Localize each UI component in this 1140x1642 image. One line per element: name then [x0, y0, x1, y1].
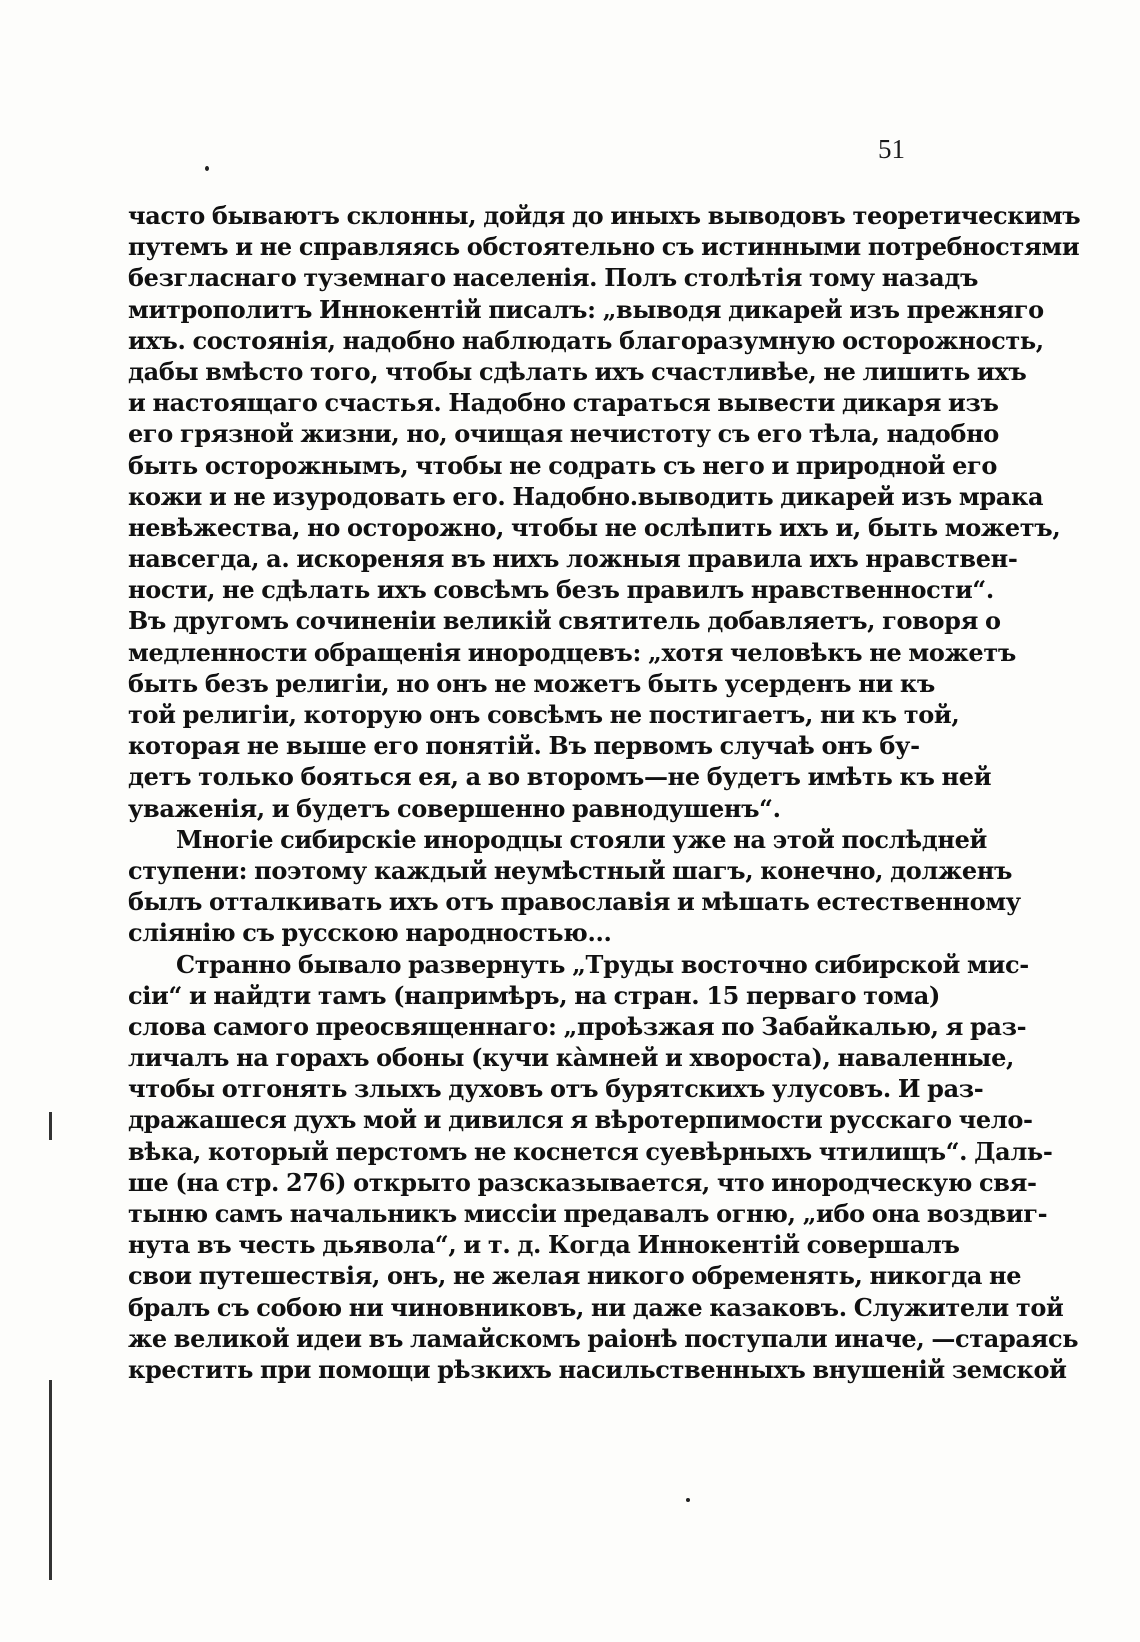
text-line: уваженія, и будетъ совершенно равнодушенъ“.: [128, 793, 781, 823]
text-line: которая не выше его понятій. Въ первомъ случаѣ онъ бу-: [128, 731, 920, 761]
text-line: ступени: поэтому каждый неумѣстный шагъ, конечно, долженъ: [128, 855, 1013, 885]
text-line: ше (на стр. 276) открыто разсказывается, что инородческую свя-: [128, 1167, 1037, 1197]
text-line: митрополитъ Иннокентій писалъ: „выводя дикарей изъ прежняго: [128, 294, 1044, 324]
text-line: безгласнаго туземнаго населенія. Полъ столѣтія тому назадъ: [128, 263, 979, 293]
text-line: слова самого преосвященнаго: „проѣзжая по Забайкалью, я раз-: [128, 1011, 1027, 1041]
ink-speck: [686, 1498, 690, 1502]
text-line: же великой идеи въ ламайскомъ раіонѣ поступали иначе, —стараясь: [128, 1323, 1079, 1353]
text-line: быть безъ религіи, но онъ не можетъ быть усерденъ ни къ: [128, 668, 935, 698]
text-line: сліянію съ русскою народностью...: [128, 918, 612, 948]
text-line: бралъ съ собою ни чиновниковъ, ни даже казаковъ. Служители той: [128, 1292, 1064, 1322]
body-text: [128, 200, 1081, 1385]
text-line: дражашеся духъ мой и дивился я вѣротерпимости русскаго чело-: [128, 1105, 1033, 1135]
ink-speck: [205, 166, 209, 171]
scan-edge-mark: [49, 1380, 52, 1580]
text-line: ности, не сдѣлать ихъ совсѣмъ безъ правилъ нравственности“.: [128, 575, 994, 605]
text-line: свои путешествія, онъ, не желая никого обременять, никогда не: [128, 1261, 1022, 1291]
text-line: Странно бывало развернуть „Труды восточно сибирской мис-: [176, 949, 1029, 979]
scan-edge-mark: [49, 1112, 52, 1140]
text-line: Многіе сибирскіе инородцы стояли уже на этой послѣдней: [176, 824, 987, 854]
page-number: 51: [878, 134, 905, 164]
text-line: невѣжества, но осторожно, чтобы не ослѣпить ихъ и, быть можетъ,: [128, 512, 1061, 542]
text-line: сіи“ и найдти тамъ (напримѣръ, на стран. 15 перваго тома): [128, 980, 940, 1010]
text-line: личалъ на горахъ обоны (кучи кàмней и хвороста), наваленные,: [128, 1043, 1015, 1073]
text-line: тыню самъ начальникъ миссіи предавалъ огню, „ибо она воздвиг-: [128, 1199, 1048, 1228]
text-line: вѣка, который перстомъ не коснется суевѣрныхъ чтилищъ“. Даль-: [128, 1136, 1053, 1166]
text-line: быть осторожнымъ, чтобы не содрать съ него и природной его: [128, 450, 998, 480]
text-line: Въ другомъ сочиненіи великій святитель добавляетъ, говоря о: [128, 606, 1001, 636]
text-line: кожи и не изуродовать его. Надобно.выводить дикарей изъ мрака: [128, 481, 1044, 511]
text-line: детъ только бояться ея, а во второмъ—не будетъ имѣть къ ней: [128, 762, 992, 792]
text-line: той религіи, которую онъ совсѣмъ не постигаетъ, ни къ той,: [128, 700, 960, 729]
text-line: крестить при помощи рѣзкихъ насильственныхъ внушеній земской: [128, 1354, 1067, 1384]
text-line: его грязной жизни, но, очищая нечистоту съ его тѣла, надобно: [128, 419, 999, 449]
text-line: медленности обращенія инородцевъ: „хотя человѣкъ не можетъ: [128, 637, 1016, 667]
text-line: и настоящаго счастья. Надобно стараться вывести дикаря изъ: [128, 388, 999, 418]
text-line: навсегда, а. искореняя въ нихъ ложныя правила ихъ нравствен-: [128, 544, 1018, 574]
text-line: путемъ и не справляясь обстоятельно съ истинными потребностями: [128, 232, 1080, 262]
text-line: дабы вмѣсто того, чтобы сдѣлать ихъ счастливѣе, не лишить ихъ: [128, 356, 1027, 386]
text-line: часто бываютъ склонны, дойдя до иныхъ выводовъ теоретическимъ: [128, 201, 1081, 230]
text-line: былъ отталкивать ихъ отъ православія и мѣшать естественному: [128, 887, 1021, 917]
text-line: нута въ честь дьявола“, и т. д. Когда Иннокентій совершалъ: [128, 1230, 960, 1260]
text-line: ихъ. состоянія, надобно наблюдать благоразумную осторожность,: [128, 325, 1044, 355]
text-line: чтобы отгонять злыхъ духовъ отъ бурятскихъ улусовъ. И раз-: [128, 1074, 984, 1104]
